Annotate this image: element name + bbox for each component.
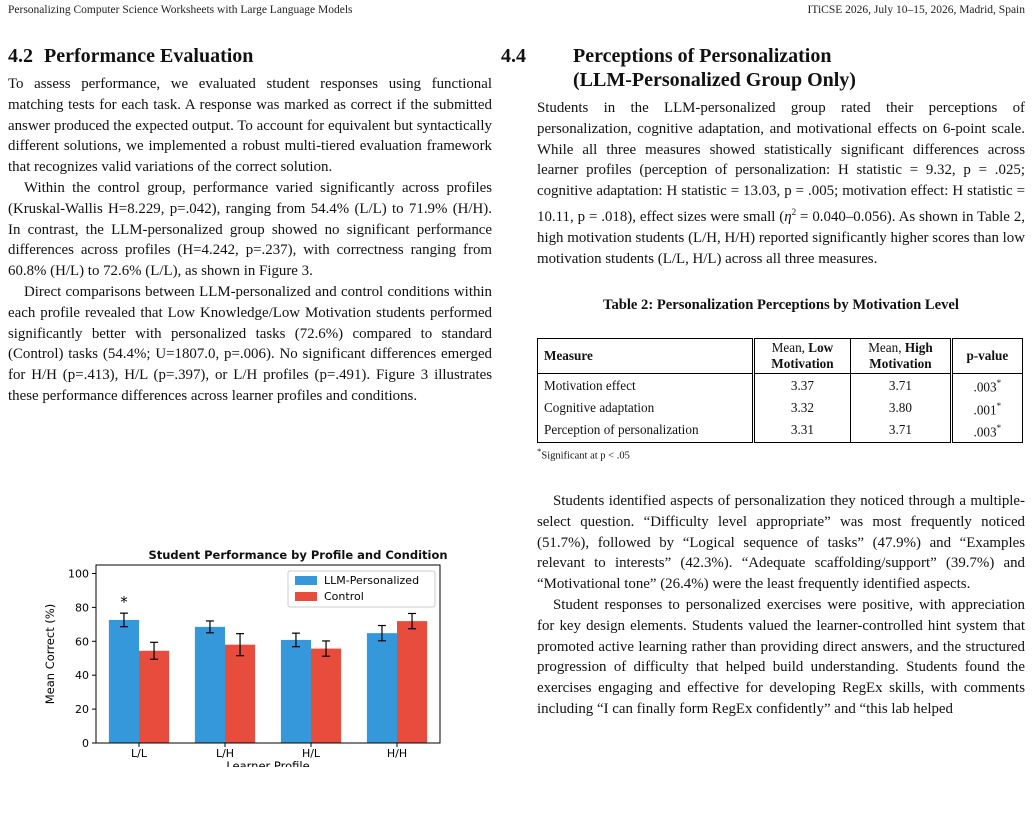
bar-llm-personalized-H/H (367, 633, 397, 743)
table-caption: Table 2: Personalization Perceptions by Motivation Level (603, 297, 959, 314)
section-number: 4.4 (501, 45, 526, 67)
chart-title: Student Performance by Profile and Condition (148, 548, 448, 562)
significance-marker: * (120, 593, 128, 612)
table-row: Cognitive adaptation 3.32 3.80 .001* (538, 397, 1023, 419)
running-head (8, 4, 1025, 20)
y-tick-label: 0 (82, 737, 89, 750)
table-header-mean-low: Mean, Low Motivation (753, 339, 851, 374)
x-tick-label: L/L (131, 747, 147, 760)
paragraph: Student responses to personalized exercises were positive, with appreciation for key design elements. Students valued the learner-controlled hint system that promoted active learning rather than providing direct answers, and the structured progression of difficulty that helped build understanding. Students found the exercises engaging and effective for developing RegEx skills, with comments including “I can finally form RegEx confidently” and “this lab helped (537, 597, 1025, 717)
bar-control-H/H (397, 621, 427, 743)
bar-llm-personalized-H/L (281, 640, 311, 743)
x-tick-label: H/H (386, 747, 408, 760)
y-tick-label: 80 (75, 601, 89, 615)
bar-chart (38, 545, 448, 767)
table-header-measure: Measure (538, 339, 754, 374)
paragraph: Students in the LLM-personalized group rated their perceptions of personalization, cognitive adaptation, and motivational effects on 6-point scale. While all three measures showed statistically significant differences across learner profiles (perception of personalization: H statistic = 9.32, p = .025; cognitive adaptation: H statistic = 13.03, p = .005; motivation effect: H statistic = 10.11, p = .018), effect sizes were small $(\eta^2 = 0.040-0.056)$. As shown in Table 2, high motivation students (L/H, H/H) reported significantly higher scores than low motivation students (L/L, H/L) across all three measures. (537, 100, 1025, 267)
section-title-line2: (LLM-Personalized Group Only) (573, 69, 856, 91)
y-tick-label: 20 (75, 703, 89, 717)
legend-label: Control (324, 590, 364, 603)
legend-swatch (295, 576, 317, 585)
legend-swatch (295, 592, 317, 601)
running-head-left: Personalizing Computer Science Worksheets with Large Language Models (8, 4, 353, 16)
section-title: Perceptions of Personalization (573, 45, 832, 67)
table-row: Motivation effect 3.37 3.71 .003* (538, 374, 1023, 397)
table-2 (537, 338, 1023, 442)
paragraph: Direct comparisons between LLM-personalized and control conditions within each profile revealed that Low Knowledge/Low Motivation students performed significantly better with personalized tasks (72.6%) compared to standard (Control) tasks (54.4%; U=1807.0, p=.006). No significant differences emerged for H/H (p=.413), H/L (p=.397), or L/H profiles (p=.491). Figure 3 illustrates these performance differences across learner profiles and conditions. (8, 283, 492, 404)
x-tick-label: L/H (215, 747, 235, 760)
left-column (8, 44, 492, 407)
table-header-mean-high: Mean, High Motivation (851, 339, 951, 374)
bar-control-H/L (311, 649, 341, 743)
right-column (501, 44, 1025, 720)
table-row: Perception of personalization 3.31 3.71 .003* (538, 419, 1023, 442)
paragraph: Within the control group, performance varied significantly across profiles (Kruskal-Wallis H=8.229, p=.042), ranging from 54.4% (L/L) to 71.9% (H/H). In contrast, the LLM-personalized group showed no significant performance differences across profiles (H=4.242, p=.237), with correctness ranging from 60.8% (H/L) to 72.6% (L/L), as shown in Figure 3. (8, 179, 492, 280)
y-axis-label: Mean Correct (%) (43, 603, 57, 705)
table-footnote: *Significant at p < .05 (537, 445, 630, 462)
table-header-pvalue: p-value (951, 339, 1022, 374)
bar-control-L/H (225, 645, 255, 743)
bar-llm-personalized-L/H (195, 627, 225, 743)
section-heading-4-4 (501, 44, 1025, 92)
x-tick-label: H/L (301, 747, 321, 760)
paragraph: To assess performance, we evaluated student responses using functional matching tests for each task. A response was marked as correct if the submitted answer produced the expected output. To account for equivalent but syntactically different solutions, we implemented a robust multi-tiered evaluation framework that recognizes valid variations of the correct solution. (8, 76, 492, 176)
x-axis-label: Learner Profile (226, 759, 310, 767)
section-title: Performance Evaluation (44, 45, 254, 67)
figure-3-chart (38, 545, 448, 767)
running-head-right: ITiCSE 2026, July 10–15, 2026, Madrid, Spain (807, 4, 1025, 16)
legend-label: LLM-Personalized (324, 574, 420, 587)
y-tick-label: 60 (75, 635, 89, 649)
section-number: 4.2 (8, 45, 33, 67)
paragraph: Students identified aspects of personalization they noticed through a multiple-select question. “Difficulty level appropriate” was most frequently noticed (51.7%), followed by “Logical sequence of tasks” (47.9%) and “Examples relevant to interests” (42.3%). “Adequate scaffolding/support” (39.7%) and “Motivational tone” (26.4%) were the least frequently identified aspects. (537, 493, 1025, 593)
bar-control-L/L (139, 651, 169, 743)
bar-llm-personalized-L/L (109, 620, 139, 743)
section-heading-4-2 (8, 44, 492, 68)
y-tick-label: 100 (68, 567, 89, 581)
y-tick-label: 40 (75, 669, 89, 683)
